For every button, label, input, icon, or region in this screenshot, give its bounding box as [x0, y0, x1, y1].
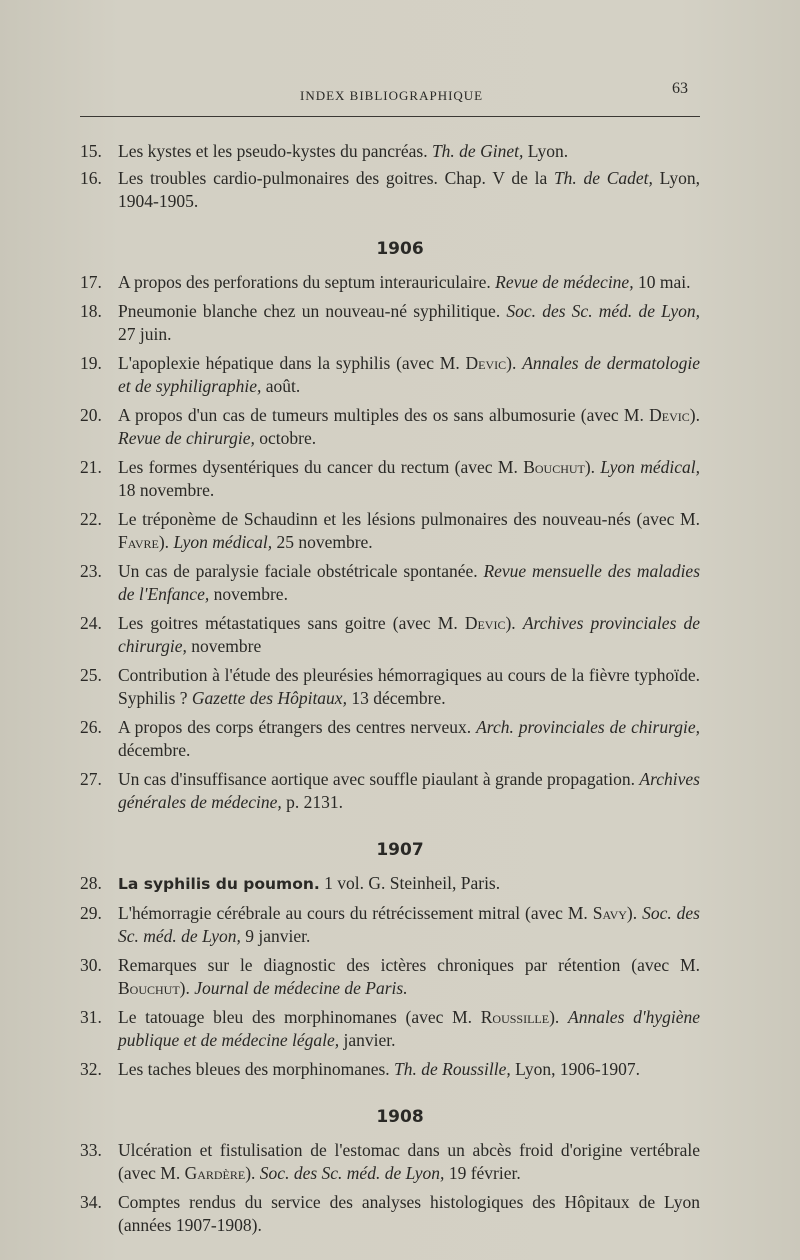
entry-number: 25. — [80, 665, 102, 685]
author-name: Savy — [592, 903, 627, 923]
entry-text: Les formes dysentériques du cancer du rectum (avec M. — [118, 457, 524, 477]
entry-22 — [80, 508, 700, 554]
entry-text: Un cas de paralysie faciale obstétricale spontanée. — [118, 561, 484, 581]
entry-text: Ulcération et fistulisation de l'estomac dans un abcès froid d'origine vertébrale (avec M. — [118, 1140, 700, 1183]
entry-number: 16. — [80, 168, 102, 188]
author-name: Roussille — [480, 1007, 550, 1027]
entry-26 — [80, 716, 700, 762]
entry-text: Remarques sur le diagnostic des ictères chroniques par rétention (avec M. — [118, 955, 700, 975]
running-head: INDEX BIBLIOGRAPHIQUE — [300, 88, 484, 103]
author-name: Devic — [465, 353, 507, 373]
entry-detail: août. — [261, 376, 301, 396]
entry-source: Archives provinciales de chirurgie, — [118, 613, 701, 656]
entry-detail: 18 novembre. — [118, 480, 215, 500]
entry-text: Contribution à l'étude des pleurésies hémorragiques au cours de la fièvre typhoïde. Syphilis ? — [118, 665, 700, 708]
entry-detail: 25 novembre. — [272, 532, 373, 552]
page-number: 63 — [672, 80, 688, 97]
entry-text-cont: ). — [549, 1007, 568, 1027]
entry-number: 28. — [80, 873, 102, 893]
year-heading-1908: 1908 — [376, 1107, 424, 1127]
entry-20 — [80, 404, 700, 450]
entry-source: Annales d'hygiène publique et de médecine légale, — [118, 1007, 700, 1050]
entry-18 — [80, 300, 700, 346]
entry-number: 19. — [80, 353, 102, 373]
entry-number: 21. — [80, 457, 102, 477]
entry-source: Lyon médical, — [600, 457, 700, 477]
entry-17 — [80, 271, 700, 294]
author-name: Favre — [118, 532, 159, 552]
entry-source: Soc. des Sc. méd. de Lyon, — [118, 903, 700, 946]
entry-detail: 27 juin. — [118, 324, 172, 344]
entry-detail: 13 décembre. — [346, 688, 446, 708]
entry-number: 31. — [80, 1007, 102, 1027]
entry-30 — [80, 954, 700, 1000]
entry-number: 33. — [80, 1140, 102, 1160]
entry-33 — [80, 1139, 700, 1185]
entry-source: Lyon médical, — [173, 532, 273, 552]
entry-source: Gazette des Hôpitaux, — [191, 688, 347, 708]
entry-detail: novembre — [186, 636, 262, 656]
entry-number: 18. — [80, 301, 102, 321]
entry-text: Le tréponème de Schaudinn et les lésions pulmonaires des nouveau-nés (avec M. — [118, 509, 700, 529]
entry-25 — [80, 664, 700, 710]
entry-number: 24. — [80, 613, 102, 633]
header-rule — [80, 116, 700, 117]
entry-text: L'hémorragie cérébrale au cours du rétrécissement mitral (avec M. — [118, 903, 593, 923]
entry-text: Les kystes et les pseudo-kystes du pancréas. — [118, 141, 432, 161]
author-name: Bouchut — [118, 978, 180, 998]
entry-text: Les troubles cardio-pulmonaires des goitres. Chap. V de la — [118, 168, 554, 188]
entry-detail: Lyon, 1904-1905. — [118, 168, 700, 211]
entry-text: Les goitres métastatiques sans goitre (avec M. — [118, 613, 465, 633]
entry-source: Revue de médecine, — [495, 272, 634, 292]
entry-number: 20. — [80, 405, 102, 425]
entry-text: A propos d'un cas de tumeurs multiples des os sans albumosurie (avec M. — [118, 405, 650, 425]
entry-31 — [80, 1006, 700, 1052]
page-header — [80, 80, 700, 120]
entry-21 — [80, 456, 700, 502]
entry-24 — [80, 612, 700, 658]
bibliography-list — [80, 140, 700, 1243]
entry-source: Revue mensuelle des maladies de l'Enfance, — [118, 561, 701, 604]
entry-text: Pneumonie blanche chez un nouveau-né syphilitique. — [118, 301, 507, 321]
entry-number: 30. — [80, 955, 102, 975]
entry-32 — [80, 1058, 700, 1081]
entry-text: L'apoplexie hépatique dans la syphilis (avec M. — [118, 353, 466, 373]
entry-number: 26. — [80, 717, 102, 737]
year-heading-1907: 1907 — [376, 840, 424, 860]
entry-19 — [80, 352, 700, 398]
entry-detail: décembre. — [118, 740, 191, 760]
entry-number: 17. — [80, 272, 102, 292]
entry-27 — [80, 768, 700, 814]
entry-source: Th. de Roussille, — [394, 1059, 511, 1079]
entry-detail: 1 vol. G. Steinheil, Paris. — [319, 873, 501, 893]
author-name: Devic — [649, 405, 690, 425]
entry-text-cont: ). — [689, 405, 700, 425]
entry-29 — [80, 902, 700, 948]
entry-number: 22. — [80, 509, 102, 529]
entry-detail: p. 2131. — [281, 792, 343, 812]
entry-source: Th. de Cadet, — [553, 168, 653, 188]
entry-detail: novembre. — [209, 584, 288, 604]
entry-text-cont: ). — [506, 353, 523, 373]
entry-text-cont: ). — [245, 1163, 260, 1183]
book-title: La syphilis du poumon. — [118, 875, 320, 893]
entry-detail: 10 mai. — [633, 272, 691, 292]
entry-detail: octobre. — [254, 428, 317, 448]
entry-text: A propos des corps étrangers des centres nerveux. — [118, 717, 477, 737]
entry-source: Soc. des Sc. méd. de Lyon, — [506, 301, 700, 321]
entry-source: Revue de chirurgie, — [118, 428, 255, 448]
entry-number: 29. — [80, 903, 102, 923]
entry-text: Les taches bleues des morphinomanes. — [118, 1059, 395, 1079]
entry-source: Annales de dermatologie et de syphiligraphie, — [118, 353, 701, 396]
entry-text-cont: ). — [626, 903, 643, 923]
entry-detail: 9 janvier. — [240, 926, 311, 946]
entry-15 — [80, 140, 700, 163]
entry-source: Journal de médecine de Paris. — [194, 978, 408, 998]
entry-number: 23. — [80, 561, 102, 581]
entry-16 — [80, 167, 700, 213]
entry-detail: janvier. — [339, 1030, 396, 1050]
entry-detail: Lyon, 1906-1907. — [510, 1059, 641, 1079]
entry-number: 34. — [80, 1192, 102, 1212]
entry-number: 27. — [80, 769, 102, 789]
author-name: Gardère — [184, 1163, 246, 1183]
entry-source: Soc. des Sc. méd. de Lyon, — [259, 1163, 445, 1183]
entry-text: A propos des perforations du septum interauriculaire. — [118, 272, 496, 292]
author-name: Bouchut — [523, 457, 585, 477]
entry-number: 32. — [80, 1059, 102, 1079]
entry-source: Arch. provinciales de chirurgie, — [476, 717, 700, 737]
entry-text: Le tatouage bleu des morphinomanes (avec M. — [118, 1007, 481, 1027]
entry-text-cont: ). — [158, 532, 174, 552]
entry-number: 15. — [80, 141, 102, 161]
entry-23 — [80, 560, 700, 606]
entry-detail: Lyon. — [523, 141, 569, 161]
entry-text: Comptes rendus du service des analyses histologiques des Hôpitaux de Lyon (années 1907-1908). — [118, 1192, 700, 1235]
entry-28 — [80, 872, 700, 896]
entry-text-cont: ). — [584, 457, 601, 477]
entry-text-cont: ). — [179, 978, 195, 998]
entry-text-cont: ). — [505, 613, 523, 633]
entry-34 — [80, 1191, 700, 1237]
entry-source: Archives générales de médecine, — [118, 769, 700, 812]
entry-detail: 19 février. — [444, 1163, 521, 1183]
entry-source: Th. de Ginet, — [431, 141, 524, 161]
author-name: Devic — [464, 613, 506, 633]
entry-text: Un cas d'insuffisance aortique avec souffle piaulant à grande propagation. — [118, 769, 640, 789]
year-heading-1906: 1906 — [376, 239, 424, 259]
